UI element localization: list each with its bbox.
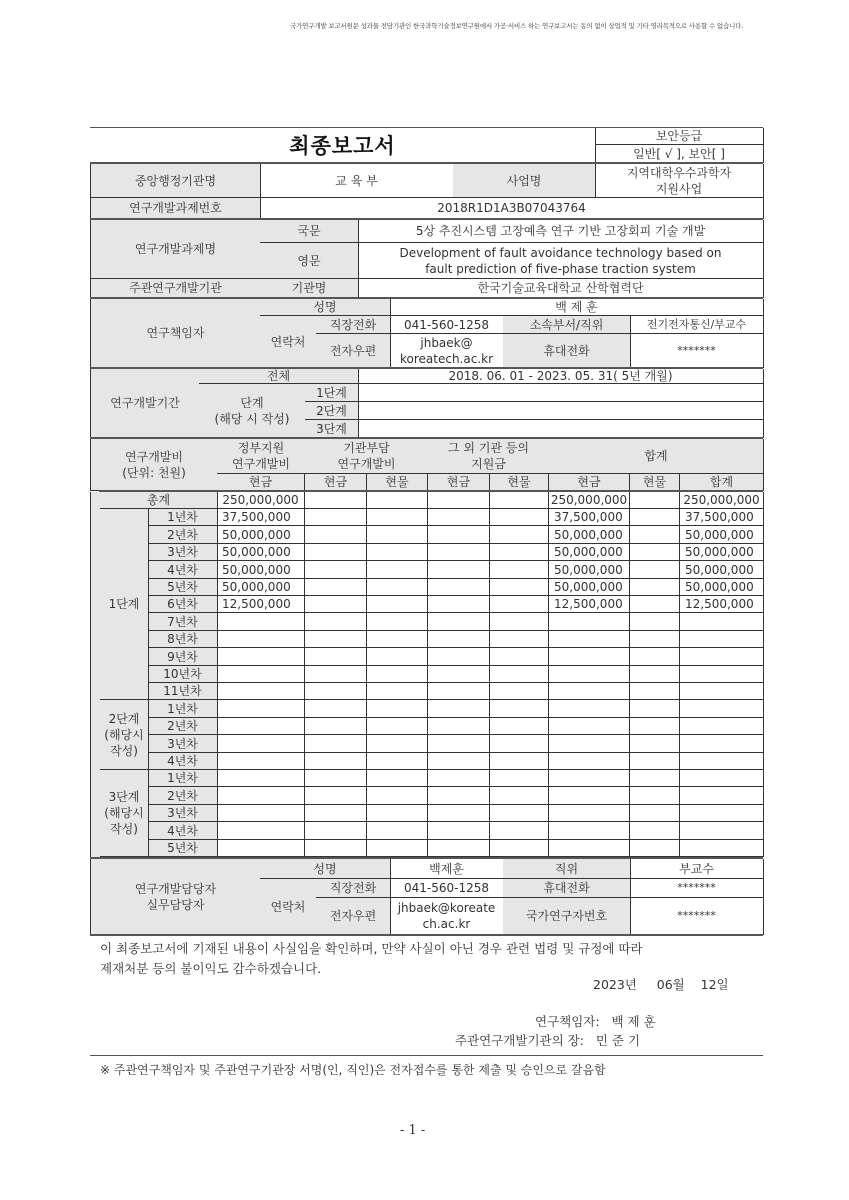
staff-email-value-line-1: jhbaek@koreate <box>397 901 496 915</box>
budget-total-value-5[interactable] <box>490 492 549 509</box>
stage3-row-5-value-6[interactable] <box>549 840 630 857</box>
budget-total-label: 총계 <box>99 492 218 509</box>
budget-total-value-2[interactable] <box>305 492 367 509</box>
stage3-label <box>99 770 149 857</box>
stage3-row-3-value-7[interactable] <box>630 805 680 822</box>
stage3-row-4-value-6[interactable] <box>549 822 630 840</box>
period-stage-label-line-2: (해당 시 작성) <box>214 411 290 426</box>
stage1-row-3-value-6[interactable]: 50,000,000 <box>549 544 630 561</box>
stage1-row-4-value-2[interactable] <box>305 561 367 579</box>
stage2-row-2-value-3[interactable] <box>367 718 428 735</box>
gov-funding-header-line-1: 정부지원 <box>237 441 285 455</box>
stage3-row-5-value-2[interactable] <box>305 840 367 857</box>
period-stage-2-label: 2단계 <box>305 402 359 420</box>
stage1-row-5-value-4[interactable] <box>428 579 490 596</box>
stage2-label-line-3: 작성) <box>110 743 138 758</box>
report-date: 2023년 06월 12일 <box>593 977 729 992</box>
stage1-row-10-value-7[interactable] <box>630 666 680 683</box>
stage1-row-11-value-2[interactable] <box>305 683 367 700</box>
staff-label-line-1: 연구개발담당자 <box>134 881 217 896</box>
stage1-row-2-value-8[interactable]: 50,000,000 <box>680 526 764 544</box>
stage1-row-2-value-7[interactable] <box>630 526 680 544</box>
staff-email-value-line-2: ch.ac.kr <box>422 917 471 931</box>
stage1-row-10-value-6[interactable] <box>549 666 630 683</box>
budget-label-line-1: 연구개발비 <box>125 449 183 464</box>
stage1-row-1-value-7[interactable] <box>630 509 680 526</box>
stage1-row-9-value-8[interactable] <box>680 648 764 666</box>
other-funding-header-line-1: 그 외 기관 등의 <box>448 441 529 455</box>
budget-left-strip <box>90 492 100 857</box>
stage1-row-9-value-2[interactable] <box>305 648 367 666</box>
pi-office-phone-label: 직장전화 <box>316 316 391 334</box>
stage3-label-line-2: (해당시 <box>104 806 144 820</box>
stage2-row-3-value-2[interactable] <box>305 735 367 753</box>
stage1-row-8-value-2[interactable] <box>305 631 367 648</box>
budget-subheader-5: 현물 <box>490 474 549 491</box>
stage1-row-4-value-7[interactable] <box>630 561 680 579</box>
stage2-row-4-value-6[interactable] <box>549 753 630 770</box>
stage3-year-1: 1년차 <box>148 770 218 787</box>
stage1-row-6-value-6[interactable]: 12,500,000 <box>549 596 630 613</box>
table-bottom-rule <box>90 934 763 936</box>
stage1-row-2-value-6[interactable]: 50,000,000 <box>549 526 630 544</box>
stage1-row-9-value-6[interactable] <box>549 648 630 666</box>
stage3-row-3-value-1[interactable] <box>217 805 305 822</box>
stage1-row-2-value-1[interactable]: 50,000,000 <box>217 526 305 544</box>
stage1-row-7-value-1[interactable] <box>217 613 305 631</box>
stage2-row-4-value-7[interactable] <box>630 753 680 770</box>
footnote: ※ 주관연구책임자 및 주관연구기관장 서명(인, 직인)은 전자접수를 통한 제출 및 승인으로 갈음함 <box>100 1063 606 1077</box>
pi-office-phone-value[interactable]: 041-560-1258 <box>390 316 504 334</box>
stage1-row-1-value-6[interactable]: 37,500,000 <box>549 509 630 526</box>
stage1-row-8-value-4[interactable] <box>428 631 490 648</box>
institution-head-signature: 주관연구개발기관의 장: 민 준 기 <box>455 1033 641 1048</box>
pi-mobile-label: 휴대전화 <box>503 334 631 368</box>
stage3-row-5-value-3[interactable] <box>367 840 428 857</box>
stage1-row-4-value-6[interactable]: 50,000,000 <box>549 561 630 579</box>
stage1-row-7-value-7[interactable] <box>630 613 680 631</box>
stage2-row-2-value-4[interactable] <box>428 718 490 735</box>
stage1-row-11-value-8[interactable] <box>680 683 764 700</box>
stage3-year-5: 5년차 <box>148 840 218 857</box>
stage3-row-2-value-6[interactable] <box>549 787 630 805</box>
staff-office-phone-value[interactable]: 041-560-1258 <box>390 879 504 898</box>
staff-contact-label: 연락처 <box>260 879 317 935</box>
stage1-row-6-value-2[interactable] <box>305 596 367 613</box>
stage3-row-5-value-5[interactable] <box>490 840 549 857</box>
program-value-line-1: 지역대학우수과학자 <box>626 165 732 180</box>
stage2-year-2: 2년차 <box>148 718 218 735</box>
stage1-row-7-value-4[interactable] <box>428 613 490 631</box>
pi-email-label: 전자우편 <box>316 334 391 368</box>
stage1-row-3-value-4[interactable] <box>428 544 490 561</box>
stage3-year-3: 3년차 <box>148 805 218 822</box>
stage1-year-10: 10년차 <box>148 666 218 683</box>
stage3-row-1-value-2[interactable] <box>305 770 367 787</box>
budget-total-value-4[interactable] <box>428 492 490 509</box>
stage1-row-11-value-6[interactable] <box>549 683 630 700</box>
stage1-row-1-value-5[interactable] <box>490 509 549 526</box>
stage2-row-2-value-7[interactable] <box>630 718 680 735</box>
stage2-row-3-value-3[interactable] <box>367 735 428 753</box>
stage1-row-1-value-4[interactable] <box>428 509 490 526</box>
stage2-row-3-value-8[interactable] <box>680 735 764 753</box>
stage1-row-2-value-5[interactable] <box>490 526 549 544</box>
stage2-row-3-value-4[interactable] <box>428 735 490 753</box>
stage2-row-3-value-6[interactable] <box>549 735 630 753</box>
stage3-row-3-value-3[interactable] <box>367 805 428 822</box>
period-stage-label <box>199 384 306 438</box>
english-title-label: 영문 <box>260 243 359 279</box>
stage1-row-9-value-4[interactable] <box>428 648 490 666</box>
stage3-row-2-value-3[interactable] <box>367 787 428 805</box>
pi-label: 연구책임자 <box>90 299 261 368</box>
stage2-row-1-value-8[interactable] <box>680 700 764 718</box>
budget-total-value-8[interactable]: 250,000,000 <box>680 492 764 509</box>
stage3-row-5-value-8[interactable] <box>680 840 764 857</box>
stage2-row-1-value-3[interactable] <box>367 700 428 718</box>
budget-label-line-2: (단위: 천원) <box>122 465 186 480</box>
stage1-row-2-value-2[interactable] <box>305 526 367 544</box>
stage2-row-1-value-2[interactable] <box>305 700 367 718</box>
stage1-row-5-value-2[interactable] <box>305 579 367 596</box>
stage1-row-11-value-5[interactable] <box>490 683 549 700</box>
stage1-row-3-value-1[interactable]: 50,000,000 <box>217 544 305 561</box>
stage1-row-10-value-2[interactable] <box>305 666 367 683</box>
stage1-row-10-value-5[interactable] <box>490 666 549 683</box>
stage1-row-11-value-7[interactable] <box>630 683 680 700</box>
gov-funding-header-line-2: 연구개발비 <box>232 457 290 471</box>
budget-subheader-7: 현물 <box>630 474 680 491</box>
stage3-row-1-value-5[interactable] <box>490 770 549 787</box>
staff-mobile-value[interactable]: ******* <box>630 879 764 898</box>
staff-email-label: 전자우편 <box>316 898 391 935</box>
stage1-row-6-value-3[interactable] <box>367 596 428 613</box>
usage-notice: 국가연구개발 보고서원문 성과물 전담기관인 한국과학기술정보연구원에서 가공·서비스 하는 연구보고서는 동의 없이 상업적 및 기타 영리목적으로 사용할 수 없습니다. <box>290 22 744 30</box>
stage3-row-2-value-4[interactable] <box>428 787 490 805</box>
stage3-row-5-value-4[interactable] <box>428 840 490 857</box>
stage3-row-1-value-1[interactable] <box>217 770 305 787</box>
stage2-year-4: 4년차 <box>148 753 218 770</box>
staff-mobile-label: 휴대전화 <box>503 879 631 898</box>
stage1-row-11-value-3[interactable] <box>367 683 428 700</box>
stage1-row-4-value-5[interactable] <box>490 561 549 579</box>
stage3-row-4-value-8[interactable] <box>680 822 764 840</box>
security-grade-label: 보안등급 <box>595 128 764 145</box>
stage2-row-1-value-7[interactable] <box>630 700 680 718</box>
pi-name-label: 성명 <box>260 299 391 316</box>
stage2-row-4-value-5[interactable] <box>490 753 549 770</box>
institution-funding-header <box>305 439 429 474</box>
stage1-row-6-value-8[interactable]: 12,500,000 <box>680 596 764 613</box>
stage2-row-2-value-5[interactable] <box>490 718 549 735</box>
stage1-row-8-value-3[interactable] <box>367 631 428 648</box>
stage1-label: 1단계 <box>99 509 149 700</box>
stage3-row-4-value-7[interactable] <box>630 822 680 840</box>
program-label: 사업명 <box>453 164 596 198</box>
stage2-row-4-value-2[interactable] <box>305 753 367 770</box>
sum-header: 합계 <box>549 439 764 474</box>
pi-email-value-line-2: koreatech.ac.kr <box>399 351 494 366</box>
other-funding-header-line-2: 지원금 <box>471 457 506 471</box>
stage1-row-7-value-8[interactable] <box>680 613 764 631</box>
footnote-divider <box>90 1055 763 1056</box>
stage3-year-4: 4년차 <box>148 822 218 840</box>
stage2-row-4-value-8[interactable] <box>680 753 764 770</box>
report-title: 최종보고서 <box>90 128 596 163</box>
stage1-row-1-value-3[interactable] <box>367 509 428 526</box>
staff-name-label: 성명 <box>260 859 391 879</box>
stage1-year-9: 9년차 <box>148 648 218 666</box>
stage1-row-4-value-3[interactable] <box>367 561 428 579</box>
stage3-row-4-value-1[interactable] <box>217 822 305 840</box>
stage1-row-10-value-4[interactable] <box>428 666 490 683</box>
ministry-label: 중앙행정기관명 <box>90 164 261 198</box>
stage1-row-5-value-7[interactable] <box>630 579 680 596</box>
stage3-row-2-value-1[interactable] <box>217 787 305 805</box>
declaration-line-1: 이 최종보고서에 기재된 내용이 사실임을 확인하며, 만약 사실이 아닌 경우 관련 법령 및 규정에 따라 <box>100 941 643 956</box>
program-value[interactable] <box>595 164 764 198</box>
stage2-row-1-value-6[interactable] <box>549 700 630 718</box>
stage1-row-5-value-1[interactable]: 50,000,000 <box>217 579 305 596</box>
stage2-row-1-value-4[interactable] <box>428 700 490 718</box>
stage1-row-7-value-6[interactable] <box>549 613 630 631</box>
staff-email-value[interactable] <box>390 898 504 935</box>
period-stage-1-label: 1단계 <box>305 384 359 402</box>
period-total-value[interactable]: 2018. 06. 01 - 2023. 05. 31( 5년 개월) <box>358 369 764 384</box>
stage3-row-2-value-7[interactable] <box>630 787 680 805</box>
stage3-row-3-value-8[interactable] <box>680 805 764 822</box>
staff-researcher-no-value[interactable]: ******* <box>630 898 764 935</box>
stage1-year-5: 5년차 <box>148 579 218 596</box>
stage1-year-2: 2년차 <box>148 526 218 544</box>
stage1-row-9-value-3[interactable] <box>367 648 428 666</box>
stage1-row-1-value-8[interactable]: 37,500,000 <box>680 509 764 526</box>
stage1-row-6-value-1[interactable]: 12,500,000 <box>217 596 305 613</box>
budget-subheader-4: 현금 <box>428 474 490 491</box>
pi-signature: 연구책임자: 백 제 훈 <box>535 1014 656 1029</box>
stage3-row-2-value-2[interactable] <box>305 787 367 805</box>
stage3-row-1-value-3[interactable] <box>367 770 428 787</box>
period-stage-3-label: 3단계 <box>305 420 359 438</box>
stage1-row-3-value-7[interactable] <box>630 544 680 561</box>
stage3-row-5-value-1[interactable] <box>217 840 305 857</box>
stage2-row-4-value-4[interactable] <box>428 753 490 770</box>
stage1-row-5-value-8[interactable]: 50,000,000 <box>680 579 764 596</box>
stage2-row-2-value-2[interactable] <box>305 718 367 735</box>
stage1-row-7-value-5[interactable] <box>490 613 549 631</box>
budget-subheader-1: 현금 <box>217 474 305 491</box>
stage1-row-2-value-3[interactable] <box>367 526 428 544</box>
budget-total-value-6[interactable]: 250,000,000 <box>549 492 630 509</box>
stage1-row-8-value-1[interactable] <box>217 631 305 648</box>
staff-label <box>90 859 261 935</box>
stage2-row-4-value-3[interactable] <box>367 753 428 770</box>
budget-subheader-8: 합계 <box>680 474 764 491</box>
stage2-row-3-value-7[interactable] <box>630 735 680 753</box>
period-stage-1-value[interactable] <box>358 384 764 402</box>
stage1-row-8-value-7[interactable] <box>630 631 680 648</box>
gov-funding-header <box>217 439 306 474</box>
stage3-row-1-value-4[interactable] <box>428 770 490 787</box>
stage3-row-4-value-2[interactable] <box>305 822 367 840</box>
stage1-row-5-value-6[interactable]: 50,000,000 <box>549 579 630 596</box>
stage1-row-6-value-7[interactable] <box>630 596 680 613</box>
pi-email-value-line-1: jhbaek@ <box>420 335 473 350</box>
pi-dept-value[interactable]: 전기전자통신/부교수 <box>630 316 764 334</box>
stage3-row-3-value-2[interactable] <box>305 805 367 822</box>
stage2-label <box>99 700 149 770</box>
pi-name-value[interactable]: 백 제 훈 <box>390 299 764 316</box>
english-title-value[interactable] <box>358 243 764 279</box>
stage1-row-3-value-2[interactable] <box>305 544 367 561</box>
stage3-row-1-value-6[interactable] <box>549 770 630 787</box>
stage3-label-line-3: 작성) <box>110 822 138 836</box>
stage2-year-3: 3년차 <box>148 735 218 753</box>
staff-position-value[interactable]: 부교수 <box>630 859 764 879</box>
stage1-year-8: 8년차 <box>148 631 218 648</box>
stage2-row-3-value-5[interactable] <box>490 735 549 753</box>
period-stage-2-value[interactable] <box>358 402 764 420</box>
korean-title-label: 국문 <box>260 220 359 243</box>
stage1-row-10-value-1[interactable] <box>217 666 305 683</box>
budget-subheader-3: 현물 <box>367 474 428 491</box>
stage3-year-2: 2년차 <box>148 787 218 805</box>
english-title-value-line-2: fault prediction of five-phase traction system <box>425 261 696 276</box>
program-value-line-2: 지원사업 <box>655 181 703 196</box>
stage1-year-4: 4년차 <box>148 561 218 579</box>
stage1-row-4-value-8[interactable]: 50,000,000 <box>680 561 764 579</box>
pi-contact-label: 연락처 <box>260 316 317 368</box>
pi-mobile-value[interactable]: ******* <box>630 334 764 368</box>
staff-label-line-2: 실무담당자 <box>146 897 205 912</box>
budget-total-value-1[interactable]: 250,000,000 <box>217 492 305 509</box>
pi-email-value[interactable] <box>390 334 504 368</box>
stage1-row-10-value-8[interactable] <box>680 666 764 683</box>
stage3-row-2-value-5[interactable] <box>490 787 549 805</box>
institution-funding-header-line-2: 연구개발비 <box>337 457 396 471</box>
stage1-row-3-value-8[interactable]: 50,000,000 <box>680 544 764 561</box>
stage2-row-2-value-6[interactable] <box>549 718 630 735</box>
period-stage-3-value[interactable] <box>358 420 764 438</box>
stage1-row-7-value-2[interactable] <box>305 613 367 631</box>
english-title-value-line-1: Development of fault avoidance technology based on <box>399 245 722 260</box>
stage1-year-6: 6년차 <box>148 596 218 613</box>
stage1-row-9-value-7[interactable] <box>630 648 680 666</box>
stage2-year-1: 1년차 <box>148 700 218 718</box>
stage1-row-11-value-1[interactable] <box>217 683 305 700</box>
stage1-year-3: 3년차 <box>148 544 218 561</box>
stage3-row-1-value-7[interactable] <box>630 770 680 787</box>
stage1-year-1: 1년차 <box>148 509 218 526</box>
stage3-row-4-value-4[interactable] <box>428 822 490 840</box>
org-name-value[interactable]: 한국기술교육대학교 산학협력단 <box>358 279 764 298</box>
period-stage-label-line-1: 단계 <box>240 395 264 410</box>
staff-researcher-no-label: 국가연구자번호 <box>503 898 631 935</box>
stage1-row-5-value-3[interactable] <box>367 579 428 596</box>
stage3-row-3-value-5[interactable] <box>490 805 549 822</box>
declaration-line-2: 제재처분 등의 불이익도 감수하겠습니다. <box>100 961 322 976</box>
institution-funding-header-line-1: 기관부담 <box>343 441 390 455</box>
stage1-row-10-value-3[interactable] <box>367 666 428 683</box>
stage2-label-line-1: 2단계 <box>108 711 140 726</box>
stage2-row-2-value-8[interactable] <box>680 718 764 735</box>
stage1-row-5-value-5[interactable] <box>490 579 549 596</box>
org-label: 주관연구개발기관 <box>90 279 261 298</box>
stage1-row-2-value-4[interactable] <box>428 526 490 544</box>
period-total-label: 전체 <box>199 369 359 384</box>
stage1-row-1-value-2[interactable] <box>305 509 367 526</box>
ministry-value[interactable]: 교 육 부 <box>260 164 454 198</box>
stage3-row-2-value-8[interactable] <box>680 787 764 805</box>
staff-office-phone-label: 직장전화 <box>316 879 391 898</box>
stage3-row-4-value-5[interactable] <box>490 822 549 840</box>
budget-subheader-6: 현금 <box>549 474 630 491</box>
staff-name-value[interactable]: 백제훈 <box>390 859 504 879</box>
project-number-value[interactable]: 2018R1D1A3B07043764 <box>260 198 764 219</box>
stage1-row-8-value-6[interactable] <box>549 631 630 648</box>
stage1-row-6-value-5[interactable] <box>490 596 549 613</box>
stage3-row-3-value-6[interactable] <box>549 805 630 822</box>
other-funding-header <box>428 439 550 474</box>
stage3-row-3-value-4[interactable] <box>428 805 490 822</box>
stage2-row-1-value-5[interactable] <box>490 700 549 718</box>
stage1-row-4-value-4[interactable] <box>428 561 490 579</box>
stage1-row-7-value-3[interactable] <box>367 613 428 631</box>
page-number: - 1 - <box>400 1123 426 1138</box>
stage1-row-9-value-1[interactable] <box>217 648 305 666</box>
period-label: 연구개발기간 <box>90 369 200 438</box>
stage1-row-3-value-3[interactable] <box>367 544 428 561</box>
stage1-row-3-value-5[interactable] <box>490 544 549 561</box>
stage2-row-2-value-1[interactable] <box>217 718 305 735</box>
stage1-row-11-value-4[interactable] <box>428 683 490 700</box>
stage2-row-3-value-1[interactable] <box>217 735 305 753</box>
budget-total-value-3[interactable] <box>367 492 428 509</box>
project-number-label: 연구개발과제번호 <box>90 198 261 219</box>
stage3-label-line-1: 3단계 <box>108 790 140 804</box>
korean-title-value[interactable]: 5상 추진시스템 고장예측 연구 기반 고장회피 기술 개발 <box>358 220 764 243</box>
staff-position-label: 직위 <box>503 859 631 879</box>
budget-subheader-2: 현금 <box>305 474 367 491</box>
stage1-row-4-value-1[interactable]: 50,000,000 <box>217 561 305 579</box>
stage2-row-1-value-1[interactable] <box>217 700 305 718</box>
stage2-row-4-value-1[interactable] <box>217 753 305 770</box>
stage1-row-6-value-4[interactable] <box>428 596 490 613</box>
stage1-year-7: 7년차 <box>148 613 218 631</box>
org-name-label: 기관명 <box>260 279 359 298</box>
stage1-row-8-value-8[interactable] <box>680 631 764 648</box>
stage3-row-5-value-7[interactable] <box>630 840 680 857</box>
security-grade-value[interactable]: 일반[ √ ], 보안[ ] <box>595 145 764 163</box>
stage1-row-9-value-5[interactable] <box>490 648 549 666</box>
stage1-row-1-value-1[interactable]: 37,500,000 <box>217 509 305 526</box>
stage1-year-11: 11년차 <box>148 683 218 700</box>
project-title-label: 연구개발과제명 <box>90 220 261 279</box>
budget-total-value-7[interactable] <box>630 492 680 509</box>
stage2-label-line-2: (해당시 <box>104 727 144 742</box>
pi-dept-label: 소속부서/직위 <box>503 316 631 334</box>
stage3-row-1-value-8[interactable] <box>680 770 764 787</box>
stage1-row-8-value-5[interactable] <box>490 631 549 648</box>
stage3-row-4-value-3[interactable] <box>367 822 428 840</box>
budget-label <box>90 439 218 491</box>
